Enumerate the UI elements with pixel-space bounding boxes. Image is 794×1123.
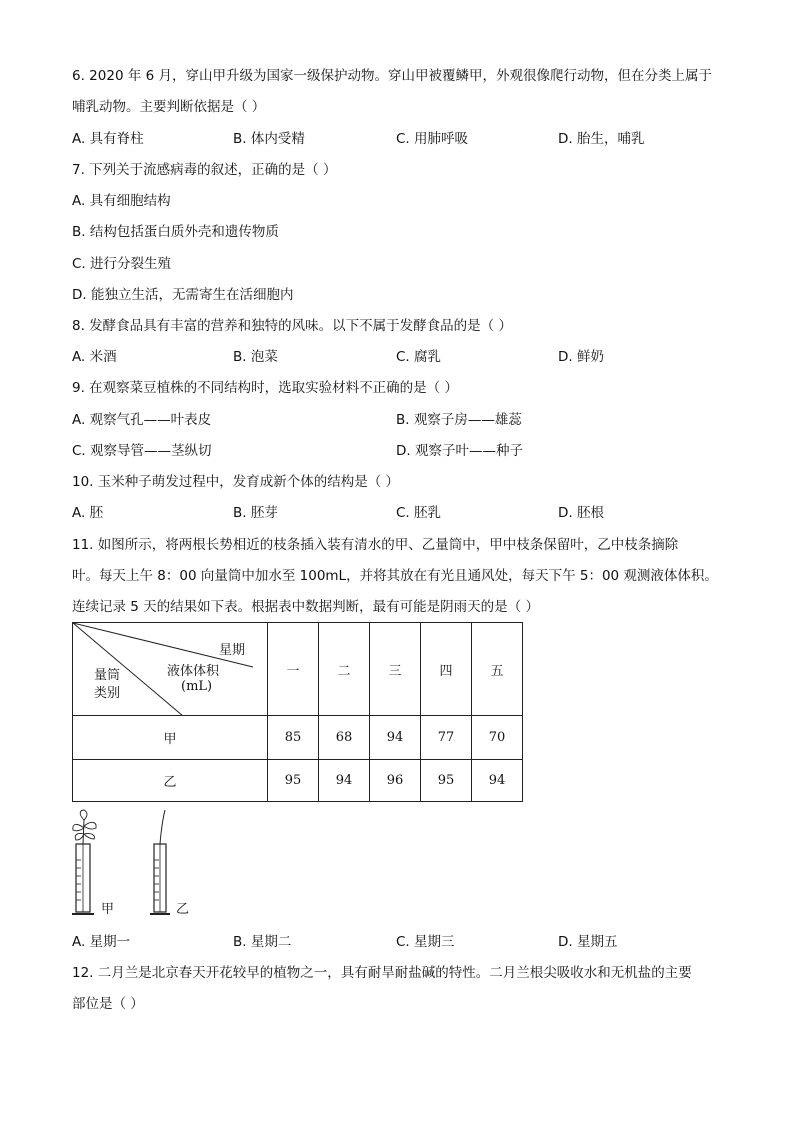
table-diagonal-header bbox=[73, 623, 268, 716]
q9-option-d: D. 观察子叶——种子 bbox=[396, 443, 523, 459]
q8-option-b: B. 泡菜 bbox=[233, 349, 278, 365]
table-row bbox=[73, 760, 523, 802]
cell-jia-4: 77 bbox=[421, 716, 472, 760]
cell-yi-2: 94 bbox=[319, 760, 370, 802]
q10-stem: 10. 玉米种子萌发过程中，发育成新个体的结构是（ ） bbox=[72, 474, 400, 490]
q6-option-c: C. 用肺呼吸 bbox=[396, 131, 469, 147]
q11-option-a: A. 星期一 bbox=[72, 934, 131, 950]
q8-option-c: C. 腐乳 bbox=[396, 349, 442, 365]
header-volume: 液体体积 bbox=[167, 664, 220, 679]
label-yi: 乙 bbox=[176, 902, 190, 917]
header-day-4: 四 bbox=[421, 623, 472, 716]
q11-option-b: B. 星期二 bbox=[233, 934, 292, 950]
cylinder-jia bbox=[72, 810, 96, 914]
q7-stem: 7. 下列关于流感病毒的叙述，正确的是（ ） bbox=[72, 162, 337, 178]
q12-stem-line1: 12. 二月兰是北京春天开花较早的植物之一，具有耐旱耐盐碱的特性。二月兰根尖吸收水和无机盐的主要 bbox=[72, 965, 692, 981]
q11-stem-line1: 11. 如图所示，将两根长势相近的枝条插入装有清水的甲、乙量筒中，甲中枝条保留叶，乙中枝条摘除 bbox=[72, 537, 679, 553]
header-day-3: 三 bbox=[370, 623, 421, 716]
q11-data-table bbox=[72, 622, 523, 802]
q10-option-c: C. 胚乳 bbox=[396, 505, 442, 521]
row-label-jia: 甲 bbox=[73, 716, 268, 760]
header-category: 类别 bbox=[94, 686, 121, 701]
q6-option-a: A. 具有脊柱 bbox=[72, 131, 144, 147]
q8-option-d: D. 鲜奶 bbox=[558, 349, 604, 365]
q6-stem-line2: 哺乳动物。主要判断依据是（ ） bbox=[72, 99, 266, 115]
cell-yi-1: 95 bbox=[268, 760, 319, 802]
q8-stem: 8. 发酵食品具有丰富的营养和独特的风味。以下不属于发酵食品的是（ ） bbox=[72, 318, 512, 334]
q11-option-d: D. 星期五 bbox=[558, 934, 618, 950]
cell-jia-1: 85 bbox=[268, 716, 319, 760]
cell-yi-4: 95 bbox=[421, 760, 472, 802]
q7-option-a: A. 具有细胞结构 bbox=[72, 193, 171, 209]
q9-option-c: C. 观察导管——茎纵切 bbox=[72, 443, 212, 459]
cell-yi-3: 96 bbox=[370, 760, 421, 802]
q11-figure bbox=[66, 808, 206, 924]
cell-jia-2: 68 bbox=[319, 716, 370, 760]
cell-yi-5: 94 bbox=[472, 760, 523, 802]
q10-option-b: B. 胚芽 bbox=[233, 505, 278, 521]
row-label-yi: 乙 bbox=[73, 760, 268, 802]
header-weekday: 星期 bbox=[219, 643, 246, 658]
q7-option-c: C. 进行分裂生殖 bbox=[72, 256, 172, 272]
q9-stem: 9. 在观察菜豆植株的不同结构时，选取实验材料不正确的是（ ） bbox=[72, 380, 458, 396]
q7-option-d: D. 能独立生活，无需寄生在活细胞内 bbox=[72, 287, 294, 303]
header-day-5: 五 bbox=[472, 623, 523, 716]
q10-option-d: D. 胚根 bbox=[558, 505, 604, 521]
header-day-2: 二 bbox=[319, 623, 370, 716]
q10-option-a: A. 胚 bbox=[72, 505, 104, 521]
q9-option-a: A. 观察气孔——叶表皮 bbox=[72, 412, 212, 428]
cylinder-yi bbox=[150, 810, 170, 914]
q11-stem-line3: 连续记录 5 天的结果如下表。根据表中数据判断，最有可能是阴雨天的是（ ） bbox=[72, 599, 539, 615]
q11-option-c: C. 星期三 bbox=[396, 934, 455, 950]
label-jia: 甲 bbox=[101, 902, 115, 917]
q6-option-d: D. 胎生，哺乳 bbox=[558, 131, 645, 147]
table-row bbox=[73, 716, 523, 760]
q6-stem-line1: 6. 2020 年 6 月，穿山甲升级为国家一级保护动物。穿山甲被覆鳞甲，外观很像爬行动物，但在分类上属于 bbox=[72, 68, 712, 84]
header-day-1: 一 bbox=[268, 623, 319, 716]
q11-stem-line2: 叶。每天上午 8：00 向量筒中加水至 100mL，并将其放在有光且通风处，每天下午 5：00 观测液体体积。 bbox=[72, 568, 718, 584]
q9-option-b: B. 观察子房——雄蕊 bbox=[396, 412, 522, 428]
q7-option-b: B. 结构包括蛋白质外壳和遗传物质 bbox=[72, 224, 279, 240]
q8-option-a: A. 米酒 bbox=[72, 349, 117, 365]
q12-stem-line2: 部位是（ ） bbox=[72, 996, 144, 1012]
cell-jia-3: 94 bbox=[370, 716, 421, 760]
header-cylinder: 量筒 bbox=[94, 668, 121, 683]
cell-jia-5: 70 bbox=[472, 716, 523, 760]
header-unit: (mL) bbox=[181, 679, 213, 694]
q6-option-b: B. 体内受精 bbox=[233, 131, 305, 147]
